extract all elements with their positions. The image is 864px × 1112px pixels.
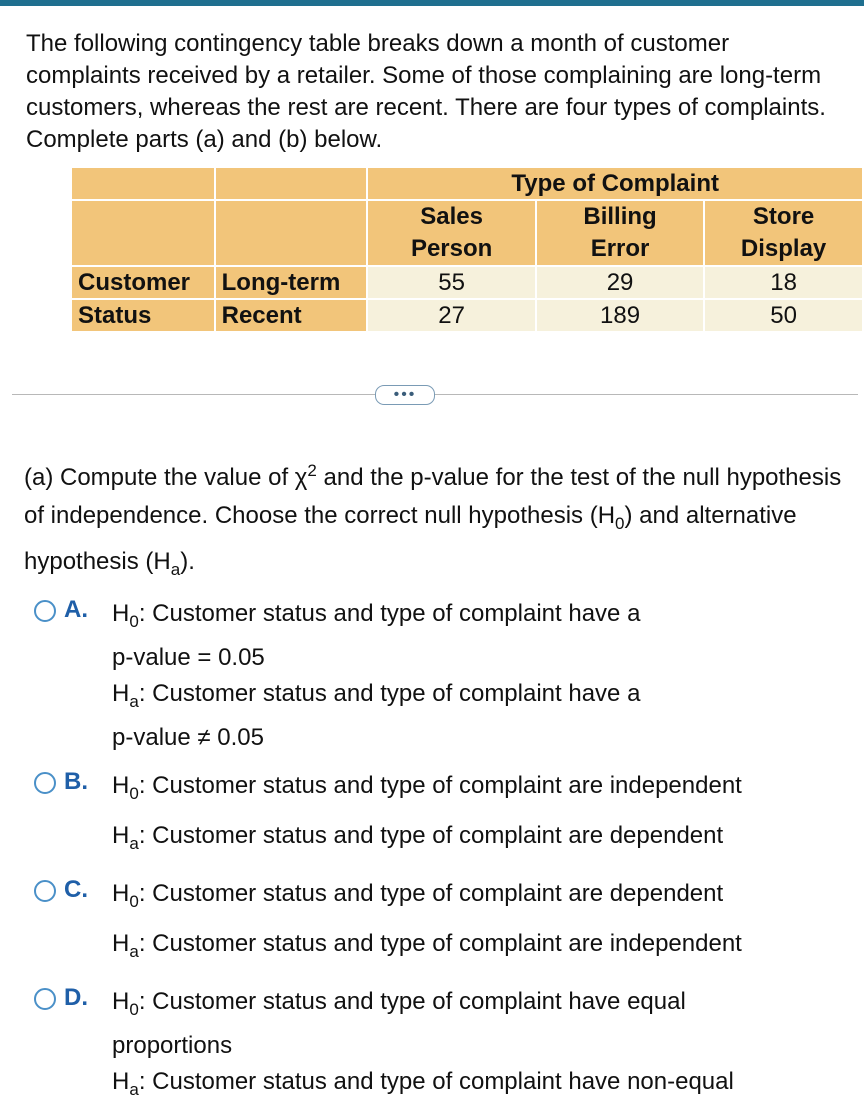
table-corner-cell [71,167,215,200]
contingency-table [70,166,864,333]
option-letter: D. [64,984,88,1011]
radio-button[interactable] [34,600,56,622]
table-column-header-row [71,200,863,266]
option-text: $H_0$: Customer status and type of complaint have a p-value = 0.05 $H_a$: Customer status and type of complaint have a p-value ≠ 0.05 [112,600,641,751]
table-header-row [71,167,863,200]
option-text: $H_0$: Customer status and type of complaint are dependent $H_a$: Customer status and type of complaint are independent [112,880,742,961]
problem-intro: The following contingency table breaks down a month of customer complaints received by a retailer. Some of those complaining are long-term customers, whereas the rest are recent. There are four types of complaints. Complete parts (a) and (b) below. [26,30,826,153]
radio-button[interactable] [34,880,56,902]
column-header-store-display: Store Display [704,200,863,266]
section-divider [12,394,858,395]
radio-button[interactable] [34,772,56,794]
option-letter: B. [64,768,88,795]
table-cell: 27 [367,299,535,332]
table-corner-cell [215,200,368,266]
table-cell: 55 [367,266,535,299]
option-letter: C. [64,876,88,903]
question-part-a: (a) Compute the value of $\chi^2$ and the p-value for the test of the null hypothesis of independence. Choose the correct null hypothesis $(H_0)$ and alternative hypothesis $(H_a)$. [24,461,842,579]
column-header-billing-error: Billing Error [536,200,704,266]
table-cell: 29 [536,266,704,299]
expand-more-button[interactable]: ••• [375,385,435,405]
table-cell: 50 [704,299,863,332]
option-text: $H_0$: Customer status and type of complaint have equal proportions $H_a$: Customer status and type of complaint have non-equal [112,988,734,1099]
option-letter: A. [64,596,88,623]
table-cell: 189 [536,299,704,332]
row-group-label-status: Status [71,299,215,332]
column-header-sales-person: Sales Person [367,200,535,266]
row-label-recent: Recent [215,299,368,332]
top-accent-bar [0,0,864,6]
table-cell: 18 [704,266,863,299]
complaint-type-header: Type of Complaint [367,167,863,200]
option-text: $H_0$: Customer status and type of complaint are independent $H_a$: Customer status and type of complaint are dependent [112,772,742,853]
row-group-label-customer: Customer [71,266,215,299]
table-row [71,299,863,332]
table-row [71,266,863,299]
row-label-long-term: Long-term [215,266,368,299]
table-corner-cell [215,167,368,200]
table-corner-cell [71,200,215,266]
radio-button[interactable] [34,988,56,1010]
